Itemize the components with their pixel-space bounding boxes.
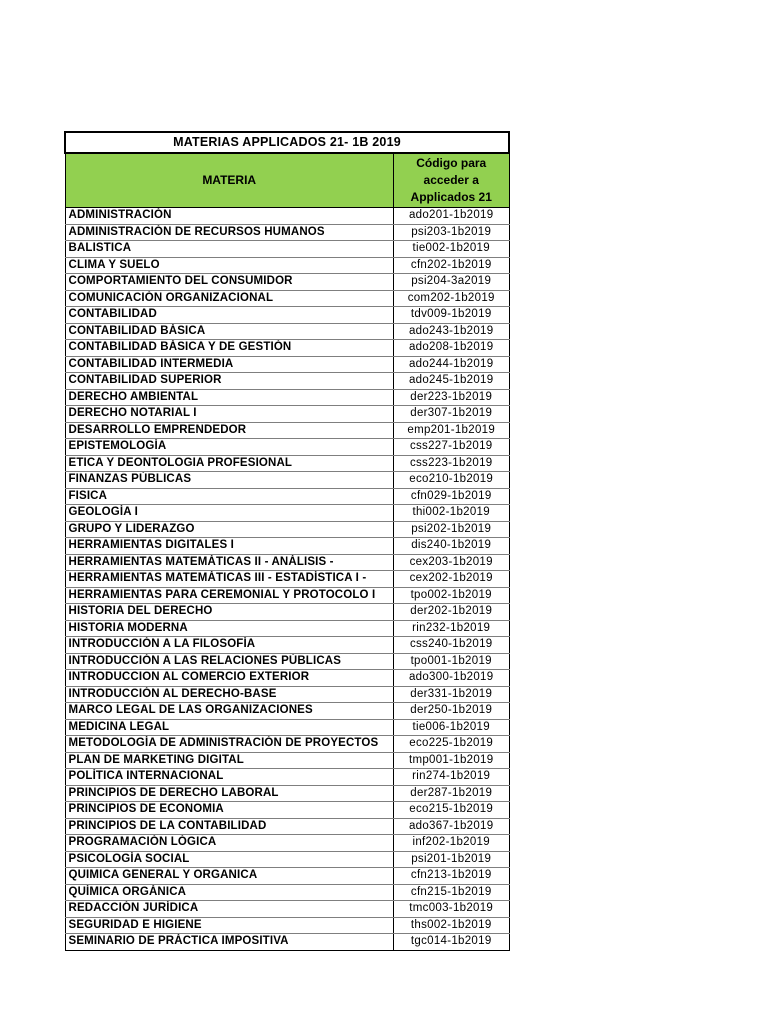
materia-cell: EPISTEMOLOGÍA	[65, 439, 393, 456]
access-code-cell: ado243-1b2019	[393, 323, 509, 340]
table-row	[65, 637, 509, 654]
access-code-cell: ado201-1b2019	[393, 208, 509, 225]
access-code-cell: thi002-1b2019	[393, 505, 509, 522]
table-row	[65, 901, 509, 918]
access-code-cell: css240-1b2019	[393, 637, 509, 654]
access-code-cell: com202-1b2019	[393, 290, 509, 307]
materia-cell: METODOLOGÍA DE ADMINISTRACIÓN DE PROYECTOS	[65, 736, 393, 753]
table-row	[65, 752, 509, 769]
table-row	[65, 653, 509, 670]
title-row	[65, 132, 509, 153]
materia-cell: HERRAMIENTAS MATEMÁTICAS III - ESTADÍSTICA I -	[65, 571, 393, 588]
materia-cell: SEGURIDAD E HIGIENE	[65, 917, 393, 934]
materia-cell: INTRODUCCION AL COMERCIO EXTERIOR	[65, 670, 393, 687]
materia-cell: PRINCIPIOS DE ECONOMIA	[65, 802, 393, 819]
table-row	[65, 208, 509, 225]
table-row	[65, 686, 509, 703]
materia-cell: CLIMA Y SUELO	[65, 257, 393, 274]
table-row	[65, 307, 509, 324]
table-row	[65, 323, 509, 340]
access-code-cell: emp201-1b2019	[393, 422, 509, 439]
materia-cell: FISICA	[65, 488, 393, 505]
access-code-cell: tie002-1b2019	[393, 241, 509, 258]
access-code-cell: ado208-1b2019	[393, 340, 509, 357]
access-code-cell: ado245-1b2019	[393, 373, 509, 390]
access-code-cell: der307-1b2019	[393, 406, 509, 423]
table-row	[65, 587, 509, 604]
table-row	[65, 455, 509, 472]
access-code-cell: der223-1b2019	[393, 389, 509, 406]
table-row	[65, 224, 509, 241]
materia-cell: PLAN DE MARKETING DIGITAL	[65, 752, 393, 769]
materia-cell: CONTABILIDAD BÁSICA	[65, 323, 393, 340]
access-code-cell: css227-1b2019	[393, 439, 509, 456]
table-row	[65, 373, 509, 390]
materia-cell: GEOLOGÍA I	[65, 505, 393, 522]
materia-cell: BALISTICA	[65, 241, 393, 258]
table-row	[65, 554, 509, 571]
materia-cell: PSICOLOGÍA SOCIAL	[65, 851, 393, 868]
materia-cell: PRINCIPIOS DE LA CONTABILIDAD	[65, 818, 393, 835]
table-row	[65, 736, 509, 753]
materia-cell: SEMINARIO DE PRÁCTICA IMPOSITIVA	[65, 934, 393, 951]
materia-cell: COMPORTAMIENTO DEL CONSUMIDOR	[65, 274, 393, 291]
materia-cell: INTRODUCCIÓN A LAS RELACIONES PÚBLICAS	[65, 653, 393, 670]
materia-cell: ADMINISTRACIÓN	[65, 208, 393, 225]
table-body	[65, 208, 509, 951]
table-title: MATERIAS APPLICADOS 21- 1B 2019	[65, 132, 509, 153]
table-row	[65, 835, 509, 852]
table-row	[65, 818, 509, 835]
table-row	[65, 703, 509, 720]
table-row	[65, 472, 509, 489]
access-code-cell: cfn202-1b2019	[393, 257, 509, 274]
table-row	[65, 439, 509, 456]
table-row	[65, 521, 509, 538]
materia-cell: PROGRAMACIÓN LÓGICA	[65, 835, 393, 852]
table-row	[65, 406, 509, 423]
access-code-cell: tpo002-1b2019	[393, 587, 509, 604]
materia-cell: REDACCIÓN JURÍDICA	[65, 901, 393, 918]
materia-cell: DERECHO NOTARIAL I	[65, 406, 393, 423]
access-code-cell: tdv009-1b2019	[393, 307, 509, 324]
access-code-cell: der331-1b2019	[393, 686, 509, 703]
table-row	[65, 934, 509, 951]
table-row	[65, 785, 509, 802]
table-row	[65, 340, 509, 357]
materia-cell: DERECHO AMBIENTAL	[65, 389, 393, 406]
table-row	[65, 884, 509, 901]
access-code-cell: der202-1b2019	[393, 604, 509, 621]
access-code-cell: eco210-1b2019	[393, 472, 509, 489]
access-code-cell: ado367-1b2019	[393, 818, 509, 835]
access-code-cell: dis240-1b2019	[393, 538, 509, 555]
access-code-cell: ado300-1b2019	[393, 670, 509, 687]
access-code-cell: cfn029-1b2019	[393, 488, 509, 505]
materia-cell: PRINCIPIOS DE DERECHO LABORAL	[65, 785, 393, 802]
materia-cell: GRUPO Y LIDERAZGO	[65, 521, 393, 538]
access-code-cell: psi201-1b2019	[393, 851, 509, 868]
access-code-cell: tgc014-1b2019	[393, 934, 509, 951]
access-code-cell: der250-1b2019	[393, 703, 509, 720]
materia-cell: HERRAMIENTAS MATEMÁTICAS II - ANÁLISIS -	[65, 554, 393, 571]
table-row	[65, 422, 509, 439]
table-row	[65, 505, 509, 522]
materia-cell: HISTORIA MODERNA	[65, 620, 393, 637]
materia-cell: CONTABILIDAD BÁSICA Y DE GESTIÓN	[65, 340, 393, 357]
access-code-cell: cfn213-1b2019	[393, 868, 509, 885]
access-code-cell: tie006-1b2019	[393, 719, 509, 736]
header-row	[65, 153, 509, 208]
access-code-cell: css223-1b2019	[393, 455, 509, 472]
access-code-cell: psi203-1b2019	[393, 224, 509, 241]
access-code-cell: der287-1b2019	[393, 785, 509, 802]
table-row	[65, 719, 509, 736]
table-row	[65, 389, 509, 406]
access-code-cell: tpo001-1b2019	[393, 653, 509, 670]
access-code-cell: tmp001-1b2019	[393, 752, 509, 769]
materia-cell: MARCO LEGAL DE LAS ORGANIZACIONES	[65, 703, 393, 720]
materia-cell: HERRAMIENTAS PARA CEREMONIAL Y PROTOCOLO I	[65, 587, 393, 604]
access-code-cell: rin274-1b2019	[393, 769, 509, 786]
access-code-cell: inf202-1b2019	[393, 835, 509, 852]
table-row	[65, 769, 509, 786]
access-code-cell: cfn215-1b2019	[393, 884, 509, 901]
materia-cell: INTRODUCCIÓN AL DERECHO-BASE	[65, 686, 393, 703]
table-row	[65, 851, 509, 868]
materia-cell: COMUNICACIÓN ORGANIZACIONAL	[65, 290, 393, 307]
materia-cell: FINANZAS PÚBLICAS	[65, 472, 393, 489]
table-row	[65, 257, 509, 274]
materia-cell: CONTABILIDAD INTERMEDIA	[65, 356, 393, 373]
table-row	[65, 604, 509, 621]
table-row	[65, 917, 509, 934]
subjects-table	[64, 131, 510, 951]
access-code-cell: eco215-1b2019	[393, 802, 509, 819]
table-row	[65, 356, 509, 373]
table-row	[65, 274, 509, 291]
table-row	[65, 290, 509, 307]
materia-cell: ADMINISTRACIÓN DE RECURSOS HUMANOS	[65, 224, 393, 241]
access-code-cell: rin232-1b2019	[393, 620, 509, 637]
materia-cell: HISTORIA DEL DERECHO	[65, 604, 393, 621]
materia-cell: ETICA Y DEONTOLOGIA PROFESIONAL	[65, 455, 393, 472]
materia-cell: POLÍTICA INTERNACIONAL	[65, 769, 393, 786]
table-row	[65, 241, 509, 258]
materia-cell: CONTABILIDAD SUPERIOR	[65, 373, 393, 390]
access-code-cell: ths002-1b2019	[393, 917, 509, 934]
materia-cell: MEDICINA LEGAL	[65, 719, 393, 736]
access-code-cell: psi204-3a2019	[393, 274, 509, 291]
column-header-materia: MATERIA	[65, 153, 393, 208]
materia-cell: DESARROLLO EMPRENDEDOR	[65, 422, 393, 439]
access-code-cell: eco225-1b2019	[393, 736, 509, 753]
access-code-cell: tmc003-1b2019	[393, 901, 509, 918]
materia-cell: CONTABILIDAD	[65, 307, 393, 324]
table-row	[65, 538, 509, 555]
table-row	[65, 670, 509, 687]
access-code-cell: cex203-1b2019	[393, 554, 509, 571]
materia-cell: QUÍMICA ORGÁNICA	[65, 884, 393, 901]
access-code-cell: cex202-1b2019	[393, 571, 509, 588]
materia-cell: QUIMICA GENERAL Y ORGANICA	[65, 868, 393, 885]
column-header-code: Código para acceder a Applicados 21	[393, 153, 509, 208]
table-row	[65, 802, 509, 819]
materia-cell: HERRAMIENTAS DIGITALES I	[65, 538, 393, 555]
access-code-cell: ado244-1b2019	[393, 356, 509, 373]
table-row	[65, 488, 509, 505]
table-row	[65, 868, 509, 885]
table-row	[65, 571, 509, 588]
materia-cell: INTRODUCCIÓN A LA FILOSOFÍA	[65, 637, 393, 654]
table-row	[65, 620, 509, 637]
access-code-cell: psi202-1b2019	[393, 521, 509, 538]
